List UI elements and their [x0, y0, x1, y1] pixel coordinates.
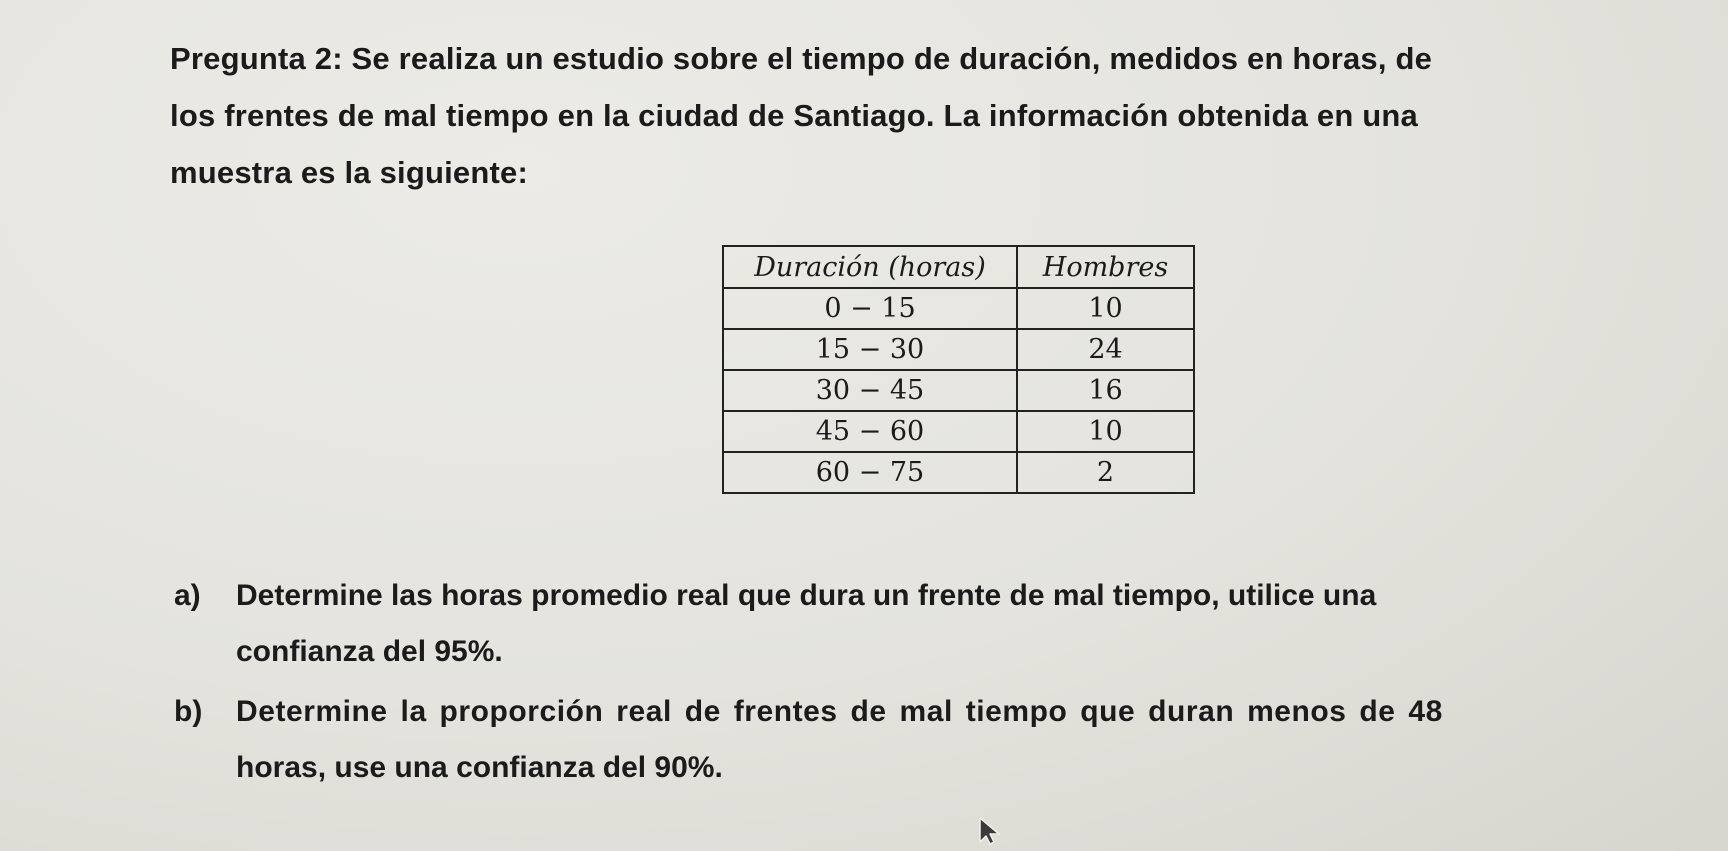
interval-cell: 0 − 15	[723, 288, 1017, 329]
question-b	[170, 684, 1650, 796]
question-a	[170, 568, 1650, 680]
statement-line-2: los frentes de mal tiempo en la ciudad de Santiago. La información obtenida en una	[170, 98, 1418, 133]
question-b-text	[236, 684, 1650, 796]
table-row	[723, 329, 1194, 370]
mouse-pointer-icon	[978, 816, 1004, 846]
frequency-table	[722, 245, 1195, 494]
table-header-row	[723, 246, 1194, 288]
count-cell: 24	[1017, 329, 1194, 370]
question-a-line-1: Determine las horas promedio real que dura un frente de mal tiempo, utilice una	[236, 579, 1377, 612]
interval-cell: 60 − 75	[723, 452, 1017, 493]
question-b-letter: b)	[174, 695, 203, 728]
statement-line-3: muestra es la siguiente:	[170, 155, 528, 190]
table-row	[723, 370, 1194, 411]
table-row	[723, 288, 1194, 329]
statement-line-1: Pregunta 2: Se realiza un estudio sobre el tiempo de duración, medidos en horas, de	[170, 41, 1433, 76]
question-a-letter: a)	[174, 579, 201, 612]
question-a-line-2: confianza del 95%.	[236, 635, 503, 668]
interval-cell: 15 − 30	[723, 329, 1017, 370]
question-b-line-2: horas, use una confianza del 90%.	[236, 751, 723, 784]
table-row	[723, 411, 1194, 452]
header-duration: Duración (horas)	[723, 246, 1017, 288]
table-row	[723, 452, 1194, 493]
question-list	[170, 568, 1650, 800]
interval-cell: 45 − 60	[723, 411, 1017, 452]
header-hombres: Hombres	[1017, 246, 1194, 288]
interval-cell: 30 − 45	[723, 370, 1017, 411]
question-b-line-1: Determine la proporción real de frentes de mal tiempo que duran menos de 48	[236, 695, 1443, 728]
question-a-text	[236, 568, 1650, 680]
question-statement	[170, 30, 1650, 201]
count-cell: 2	[1017, 452, 1194, 493]
count-cell: 10	[1017, 411, 1194, 452]
count-cell: 10	[1017, 288, 1194, 329]
count-cell: 16	[1017, 370, 1194, 411]
